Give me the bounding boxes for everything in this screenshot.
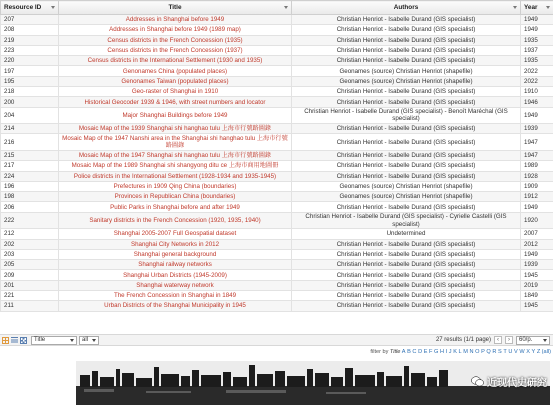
- authors-cell: Christian Henriot - Isabelle Durand (GIS specialist): [292, 56, 521, 66]
- table-row[interactable]: [1, 124, 553, 134]
- filter-letter-t[interactable]: T: [503, 348, 507, 355]
- authors-cell: Christian Henriot - Isabelle Durand (GIS specialist) - Cyrielle Castelli (GIS specialist): [292, 212, 521, 229]
- previous-page-button[interactable]: ‹: [494, 336, 502, 344]
- title-link[interactable]: Mosaic Map of the 1939 Shanghai shi hanghao tulu 上海市行號路圖錄: [59, 124, 292, 134]
- table-row[interactable]: [1, 249, 553, 259]
- year-cell: 1949: [521, 202, 553, 212]
- filter-all-link[interactable]: (all): [541, 348, 551, 355]
- column-header-label: Title: [168, 4, 182, 11]
- filter-letter-e[interactable]: E: [423, 348, 428, 355]
- table-row[interactable]: [1, 192, 553, 202]
- title-link[interactable]: The French Concession in Shanghai in 1849: [59, 291, 292, 301]
- resource-id-cell: 220: [1, 56, 59, 66]
- table-row[interactable]: [1, 97, 553, 107]
- year-cell: 2012: [521, 239, 553, 249]
- title-link[interactable]: Urban Districts of the Shanghai Municipality in 1945: [59, 301, 292, 311]
- table-row[interactable]: [1, 134, 553, 151]
- filter-letter-d[interactable]: D: [418, 348, 423, 355]
- filter-letter-b[interactable]: B: [407, 348, 411, 355]
- table-row[interactable]: [1, 25, 553, 35]
- title-link[interactable]: Public Parks in Shanghai before and after 1949: [59, 202, 292, 212]
- resource-id-cell: 224: [1, 171, 59, 181]
- resource-id-cell: 205: [1, 260, 59, 270]
- table-view-icon[interactable]: [2, 337, 9, 344]
- table-row[interactable]: [1, 270, 553, 280]
- authors-cell: Christian Henriot - Isabelle Durand (GIS specialist): [292, 291, 521, 301]
- resource-id-cell: 203: [1, 249, 59, 259]
- authors-cell: Geonames (source) Christian Henriot (shapefile): [292, 76, 521, 86]
- year-cell: 1945: [521, 270, 553, 280]
- resource-id-cell: 201: [1, 280, 59, 290]
- chevron-down-icon: [92, 339, 96, 342]
- column-header-resource-id[interactable]: [1, 1, 59, 15]
- watermark-text: 近现代史研究: [487, 377, 547, 389]
- resource-id-cell: 217: [1, 161, 59, 171]
- filter-letter-v[interactable]: V: [514, 348, 518, 355]
- mosaic-view-icon[interactable]: [20, 337, 27, 344]
- resource-id-cell: 207: [1, 15, 59, 25]
- authors-cell: Christian Henriot - Isabelle Durand (GIS specialist) - Benoît Maréchal (GIS specialist): [292, 107, 521, 124]
- authors-cell: Christian Henriot - Isabelle Durand (GIS specialist): [292, 239, 521, 249]
- sort-order-value: all: [82, 337, 89, 343]
- table-row[interactable]: [1, 87, 553, 97]
- resource-id-cell: 196: [1, 181, 59, 191]
- filter-letters: [402, 349, 541, 355]
- title-link[interactable]: Shanghai railway networks: [59, 260, 292, 270]
- table-row[interactable]: [1, 76, 553, 86]
- column-header-label: Resource ID: [4, 4, 42, 11]
- title-link[interactable]: Genonames Taiwan (populated places): [59, 76, 292, 86]
- year-cell: 1949: [521, 15, 553, 25]
- year-cell: 1947: [521, 150, 553, 160]
- table-row[interactable]: [1, 35, 553, 45]
- sort-order-select[interactable]: [79, 336, 99, 345]
- table-row[interactable]: [1, 260, 553, 270]
- table-row[interactable]: [1, 301, 553, 311]
- filter-letter-o[interactable]: O: [475, 348, 480, 355]
- year-cell: 1947: [521, 134, 553, 151]
- year-cell: 1949: [521, 249, 553, 259]
- filter-letter-w[interactable]: W: [519, 348, 525, 355]
- resource-id-cell: 208: [1, 25, 59, 35]
- resource-id-cell: 218: [1, 87, 59, 97]
- table-body: [1, 15, 553, 312]
- table-row[interactable]: [1, 181, 553, 191]
- title-link[interactable]: Historical Geocoder 1939 & 1946, with street numbers and locator: [59, 97, 292, 107]
- list-view-icon[interactable]: [11, 337, 18, 344]
- resource-id-cell: 223: [1, 45, 59, 55]
- year-cell: 2019: [521, 280, 553, 290]
- year-cell: 2022: [521, 66, 553, 76]
- column-header-year[interactable]: [521, 1, 553, 15]
- resource-id-cell: 209: [1, 270, 59, 280]
- sort-arrow-icon[interactable]: [284, 6, 288, 9]
- authors-cell: Christian Henriot - Isabelle Durand (GIS specialist): [292, 87, 521, 97]
- pagination-toolbar: [0, 334, 553, 346]
- table-row[interactable]: [1, 150, 553, 160]
- table-row[interactable]: [1, 56, 553, 66]
- table-row[interactable]: [1, 171, 553, 181]
- year-cell: 1910: [521, 87, 553, 97]
- filter-letter-h[interactable]: H: [440, 348, 445, 355]
- column-header-authors[interactable]: [292, 1, 521, 15]
- column-header-title[interactable]: [59, 1, 292, 15]
- title-link[interactable]: Addresses in Shanghai before 1949: [59, 15, 292, 25]
- filter-letter-s[interactable]: S: [498, 348, 502, 355]
- filter-letter-k[interactable]: K: [453, 348, 457, 355]
- authors-cell: Christian Henriot - Isabelle Durand (GIS specialist): [292, 161, 521, 171]
- filter-letter-c[interactable]: C: [412, 348, 417, 355]
- year-cell: 1909: [521, 181, 553, 191]
- title-link[interactable]: Prefectures in 1909 Qing China (boundaries): [59, 181, 292, 191]
- table-row[interactable]: [1, 280, 553, 290]
- filter-letter-z[interactable]: Z: [536, 348, 541, 355]
- filter-field: Title: [389, 348, 401, 355]
- title-link[interactable]: Census districts in the International Settlement (1930 and 1935): [59, 56, 292, 66]
- table-row[interactable]: [1, 161, 553, 171]
- authors-cell: Christian Henriot - Isabelle Durand (GIS specialist): [292, 124, 521, 134]
- column-header-label: Year: [524, 4, 538, 11]
- resource-id-cell: 197: [1, 66, 59, 76]
- filter-letter-l[interactable]: L: [458, 348, 462, 355]
- year-cell: 1939: [521, 260, 553, 270]
- filter-letter-r[interactable]: R: [492, 348, 497, 355]
- filter-letter-a[interactable]: A: [401, 348, 406, 355]
- resource-id-cell: 211: [1, 301, 59, 311]
- table-row[interactable]: [1, 239, 553, 249]
- authors-cell: Christian Henriot - Isabelle Durand (GIS specialist): [292, 260, 521, 270]
- filter-letter-g[interactable]: G: [434, 348, 439, 355]
- resource-id-cell: 215: [1, 150, 59, 160]
- filter-letter-u[interactable]: U: [508, 348, 513, 355]
- title-link[interactable]: Shanghai Urban Districts (1945-2009): [59, 270, 292, 280]
- year-cell: 1939: [521, 124, 553, 134]
- filter-prefix: filter by: [370, 348, 389, 355]
- table-row[interactable]: [1, 45, 553, 55]
- filter-letter-i[interactable]: I: [445, 348, 448, 355]
- table-row[interactable]: [1, 212, 553, 229]
- alphabet-filter: [370, 347, 551, 356]
- authors-cell: Christian Henriot - Isabelle Durand (GIS specialist): [292, 134, 521, 151]
- title-link[interactable]: Shanghai general background: [59, 249, 292, 259]
- wechat-icon: [471, 376, 484, 387]
- resource-id-cell: 221: [1, 291, 59, 301]
- resource-id-cell: 222: [1, 212, 59, 229]
- year-cell: 2007: [521, 229, 553, 239]
- year-cell: 1949: [521, 107, 553, 124]
- table-row[interactable]: [1, 107, 553, 124]
- filter-letter-m[interactable]: M: [463, 348, 468, 355]
- resource-id-cell: 212: [1, 229, 59, 239]
- filter-letter-x[interactable]: X: [526, 348, 530, 355]
- authors-cell: Geonames (source) Christian Henriot (shapefile): [292, 66, 521, 76]
- authors-cell: Christian Henriot - Isabelle Durand (GIS specialist): [292, 25, 521, 35]
- sort-field-select[interactable]: [31, 336, 77, 345]
- year-cell: 1912: [521, 192, 553, 202]
- filter-letter-n[interactable]: N: [469, 348, 474, 355]
- resource-id-cell: 204: [1, 107, 59, 124]
- results-count: 27 results (1/1 page): [435, 337, 491, 343]
- filter-letter-q[interactable]: Q: [486, 348, 491, 355]
- title-link[interactable]: Major Shanghai Buildings before 1949: [59, 107, 292, 124]
- table-row[interactable]: [1, 291, 553, 301]
- table-row[interactable]: [1, 15, 553, 25]
- resource-id-cell: 200: [1, 97, 59, 107]
- title-link[interactable]: Addresses in Shanghai before 1949 (1989 map): [59, 25, 292, 35]
- next-page-button[interactable]: ›: [505, 336, 513, 344]
- authors-cell: Undetermined: [292, 229, 521, 239]
- authors-cell: Christian Henriot - Isabelle Durand (GIS specialist): [292, 97, 521, 107]
- authors-cell: Christian Henriot - Isabelle Durand (GIS specialist): [292, 249, 521, 259]
- filter-letter-p[interactable]: P: [481, 348, 485, 355]
- sort-arrow-icon[interactable]: [51, 6, 55, 9]
- title-link[interactable]: Shanghai City Networks in 2012: [59, 239, 292, 249]
- title-link[interactable]: Shanghai 2005-2007 Full Geospatial dataset: [59, 229, 292, 239]
- resource-id-cell: 198: [1, 192, 59, 202]
- authors-cell: Geonames (source) Christian Henriot (shapefile): [292, 181, 521, 191]
- year-cell: 1989: [521, 161, 553, 171]
- sort-field-value: Title: [34, 337, 46, 343]
- table-row[interactable]: [1, 202, 553, 212]
- title-link[interactable]: Sanitary districts in the French Concession (1920, 1935, 1940): [59, 212, 292, 229]
- title-link[interactable]: Mosaic Map of the 1989 Shanghai shi shangyong ditu ce 上海市商用地圖冊: [59, 161, 292, 171]
- year-cell: 2022: [521, 76, 553, 86]
- wechat-watermark: [471, 374, 547, 388]
- resource-id-cell: 214: [1, 124, 59, 134]
- authors-cell: Christian Henriot - Isabelle Durand (GIS specialist): [292, 45, 521, 55]
- per-page-select[interactable]: [516, 336, 550, 345]
- title-link[interactable]: Genonames China (populated places): [59, 66, 292, 76]
- authors-cell: Christian Henriot - Isabelle Durand (GIS specialist): [292, 35, 521, 45]
- authors-cell: Christian Henriot - Isabelle Durand (GIS specialist): [292, 171, 521, 181]
- year-cell: 1945: [521, 301, 553, 311]
- year-cell: 1937: [521, 45, 553, 55]
- sort-arrow-icon[interactable]: [546, 6, 550, 9]
- resource-id-cell: 195: [1, 76, 59, 86]
- year-cell: 1935: [521, 35, 553, 45]
- authors-cell: Christian Henriot - Isabelle Durand (GIS specialist): [292, 15, 521, 25]
- resource-id-cell: 206: [1, 202, 59, 212]
- title-link[interactable]: Census districts in the French Concession (1935): [59, 35, 292, 45]
- title-link[interactable]: Police districts in the International Settlement (1928-1934 and 1935-1945): [59, 171, 292, 181]
- title-link[interactable]: Census districts in the French Concession (1937): [59, 45, 292, 55]
- chevron-down-icon: [543, 339, 547, 342]
- table-header-row: [1, 1, 553, 15]
- year-cell: 1935: [521, 56, 553, 66]
- table-row[interactable]: [1, 66, 553, 76]
- resource-id-cell: 219: [1, 35, 59, 45]
- authors-cell: Geonames (source) Christian Henriot (shapefile): [292, 192, 521, 202]
- authors-cell: Christian Henriot - Isabelle Durand (GIS specialist): [292, 301, 521, 311]
- per-page-value: 60/p.: [519, 337, 533, 343]
- year-cell: 1946: [521, 97, 553, 107]
- filter-letter-j[interactable]: J: [448, 348, 452, 355]
- table-row[interactable]: [1, 229, 553, 239]
- year-cell: 1928: [521, 171, 553, 181]
- authors-cell: Christian Henriot - Isabelle Durand (GIS specialist): [292, 150, 521, 160]
- title-link[interactable]: Mosaic Map of the 1947 Shanghai shi hanghao tulu 上海市行號路圖錄: [59, 150, 292, 160]
- year-cell: 1849: [521, 291, 553, 301]
- filter-letter-f[interactable]: F: [429, 348, 433, 355]
- resource-id-cell: 216: [1, 134, 59, 151]
- authors-cell: Christian Henriot - Isabelle Durand (GIS specialist): [292, 202, 521, 212]
- year-cell: 1920: [521, 212, 553, 229]
- resource-id-cell: 202: [1, 239, 59, 249]
- title-link[interactable]: Provinces in Republican China (boundaries): [59, 192, 292, 202]
- authors-cell: Christian Henriot - Isabelle Durand (GIS specialist): [292, 280, 521, 290]
- sort-arrow-icon[interactable]: [513, 6, 517, 9]
- title-link[interactable]: Shanghai waterway network: [59, 280, 292, 290]
- column-header-label: Authors: [393, 4, 419, 11]
- title-link[interactable]: Geo-raster of Shanghai in 1910: [59, 87, 292, 97]
- chevron-down-icon: [70, 339, 74, 342]
- year-cell: 1949: [521, 25, 553, 35]
- title-link[interactable]: Mosaic Map of the 1947 Nanshi area in the Shanghai shi hanghao tulu 上海市行號路圖錄: [59, 134, 292, 151]
- filter-letter-y[interactable]: Y: [531, 348, 536, 355]
- authors-cell: Christian Henriot - Isabelle Durand (GIS specialist): [292, 270, 521, 280]
